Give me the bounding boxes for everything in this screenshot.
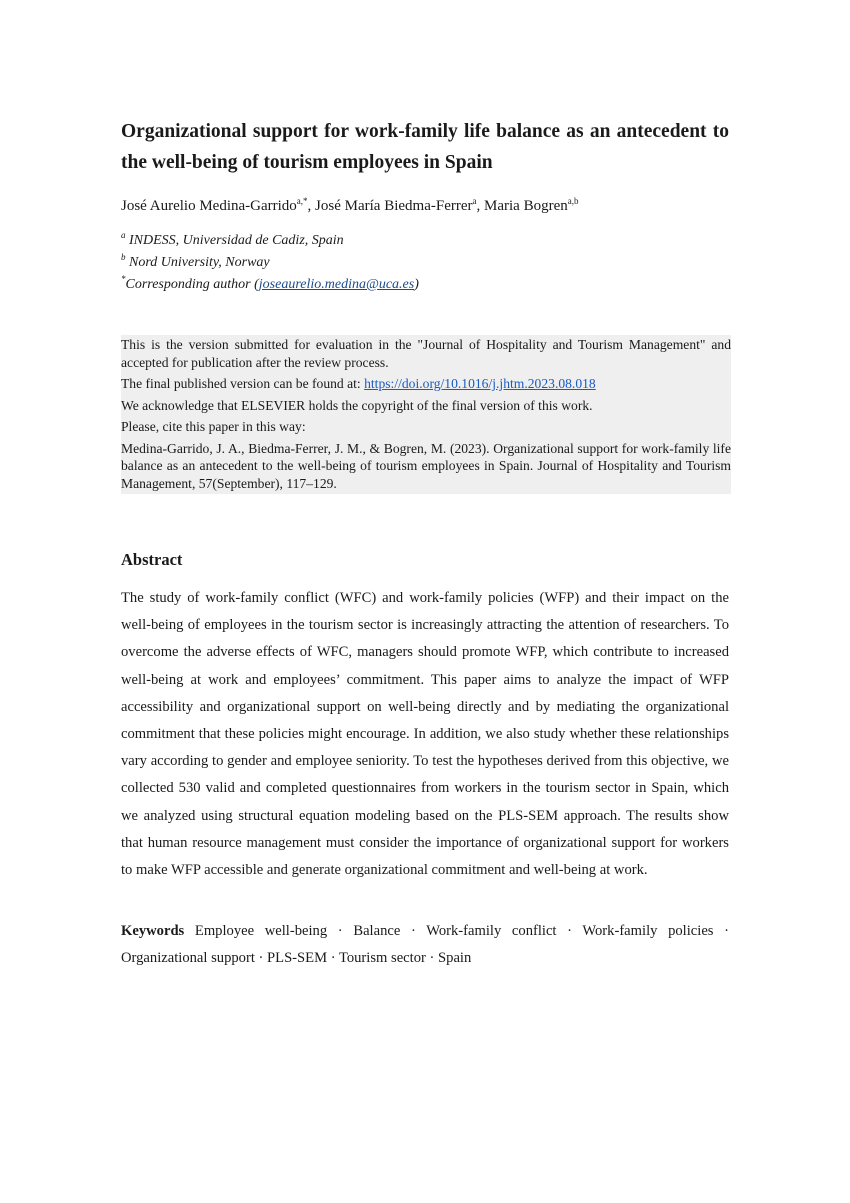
author-list xyxy=(121,196,731,216)
author-separator: , xyxy=(476,198,484,214)
affiliation-text: INDESS, Universidad de Cadiz, Spain xyxy=(125,233,344,248)
author-affiliation-mark: a,b xyxy=(567,196,579,206)
affiliation-item xyxy=(121,252,731,274)
affiliation-list xyxy=(121,230,731,296)
doi-link[interactable]: https://doi.org/10.1016/j.jhtm.2023.08.018 xyxy=(364,376,596,391)
keywords-line xyxy=(121,918,729,972)
affiliation-mark: a xyxy=(121,230,126,240)
copyright-statement: We acknowledge that ELSEVIER holds the copyright of the final version of this work. xyxy=(121,397,593,413)
keywords-text: Employee well-being · Balance · Work-family conflict · Work-family policies · Organizational support · PLS-SEM · Tourism sector · Spain xyxy=(121,923,729,967)
author-name: José Aurelio Medina-Garrido xyxy=(121,198,297,214)
published-version-prefix: The final published version can be found at: xyxy=(121,376,365,391)
author-name: Maria Bogren xyxy=(484,198,568,214)
abstract-heading: Abstract xyxy=(121,550,183,569)
corresponding-mark: * xyxy=(121,274,126,284)
cite-prompt: Please, cite this paper in this way: xyxy=(121,419,306,434)
corresponding-email-link[interactable]: joseaurelio.medina@uca.es xyxy=(258,277,415,292)
affiliation-mark: b xyxy=(121,252,126,262)
version-statement: This is the version submitted for evaluation in the "Journal of Hospitality and Tourism Management" and accepted for publication after the review process. xyxy=(121,337,731,370)
affiliation-text: Nord University, Norway xyxy=(125,255,270,270)
published-version-line xyxy=(121,375,731,393)
corresponding-author xyxy=(121,274,731,296)
keywords-label: Keywords xyxy=(121,923,185,939)
corresponding-suffix: ) xyxy=(414,277,419,292)
paper-title: Organizational support for work-family life balance as an antecedent to the well-being of tourism employees in Spain xyxy=(121,121,729,173)
abstract-body: The study of work-family conflict (WFC) and work-family policies (WFP) and their impact on the well-being of employees in the tourism sector is increasingly attracting the attention of researchers. To overcome the adverse effects of WFC, managers should promote WFP, which contribute to increased well-being at work and employees’ commitment. This paper aims to analyze the impact of WFP accessibility and organizational support on well-being directly and by mediating the organizational commitment that these policies might encourage. In addition, we also study whether these relationships vary according to gender and employee seniority. To test the hypotheses derived from this objective, we collected 530 valid and completed questionnaires from workers in the tourism sector in Spain, which we analyzed using structural equation modeling based on the PLS-SEM approach. The results show that human resource management must consider the importance of organizational support for workers to make WFP accessible and generate organizational commitment and well-being at work. xyxy=(121,590,729,879)
citation-text: Medina-Garrido, J. A., Biedma-Ferrer, J. M., & Bogren, M. (2023). Organizational support for work-family life balance as an antecedent to the well-being of tourism employees in Spain. Journal of Hospitality and Tourism Management, 57(September), 117–129. xyxy=(121,440,731,491)
author-affiliation-mark: a,* xyxy=(296,196,308,206)
author-affiliation-mark: a xyxy=(472,196,477,206)
publication-notice-box xyxy=(121,335,731,494)
author-separator: , xyxy=(307,198,316,214)
affiliation-item xyxy=(121,230,731,252)
corresponding-prefix: Corresponding author ( xyxy=(125,277,259,292)
author-name: José María Biedma-Ferrer xyxy=(315,198,473,214)
